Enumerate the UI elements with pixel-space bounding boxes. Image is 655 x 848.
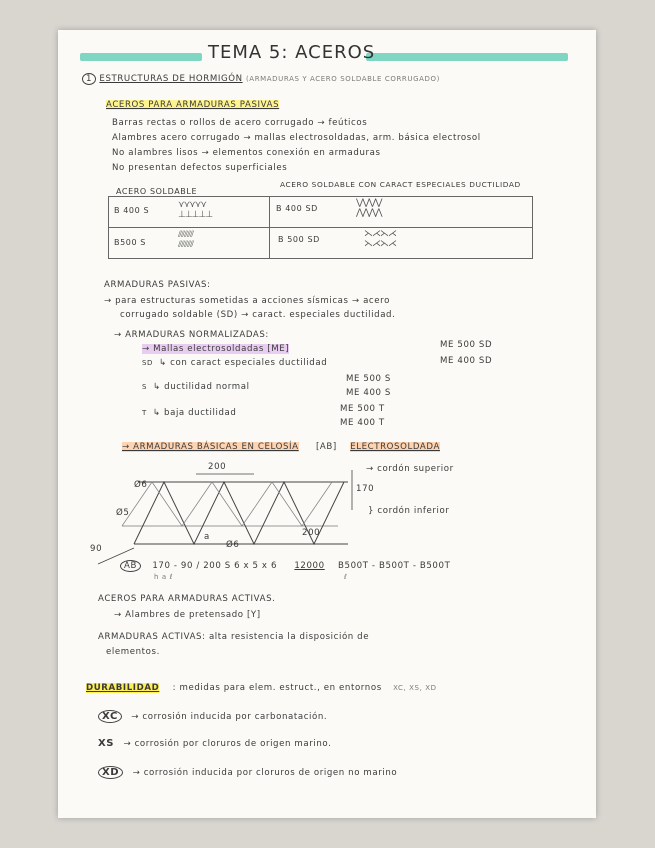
truss-dim-bottom: 200 (302, 528, 321, 538)
normalizadas-heading: → ARMADURAS NORMALIZADAS: (114, 330, 269, 340)
section1-note: (ARMADURAS Y ACERO SOLDABLE CORRUGADO) (245, 75, 440, 83)
title-highlight-left (80, 53, 202, 61)
t-line: T ↳ baja ductilidad (142, 408, 237, 418)
pasivas-bullet-2: Alambres acero corrugado → mallas electrosoldadas, arm. básica electrosol (112, 133, 481, 143)
corrugation-marks-2: ⋁⋁⋁⋁ ⋀⋀⋀⋀ (356, 198, 382, 218)
truss-phi5: Ø5 (116, 508, 130, 518)
section1-title: ESTRUCTURAS DE HORMIGÓN (99, 74, 243, 84)
activas-line-1: → Alambres de pretensado [Y] (114, 610, 261, 620)
page-title: TEMA 5: ACEROS (208, 42, 376, 63)
notebook-page (58, 30, 596, 818)
table-row-2-a: B500 S (114, 238, 146, 247)
steel-table (108, 196, 533, 259)
t-prefix: T (142, 409, 147, 417)
truss-a: a (204, 532, 210, 542)
ab-formula: AB 170 - 90 / 200 S 6 x 5 x 6 12000 B500T - B500T - B500T (120, 560, 450, 572)
truss-phi6-top: Ø6 (134, 480, 148, 490)
corrugation-marks-3: ⫽⫽⫽⫽⫽ ⫽⫽⫽⫽⫽ (178, 230, 194, 250)
me-400-sd: ME 400 SD (440, 356, 493, 366)
table-row-1-b: B 400 SD (276, 204, 318, 213)
cordon-superior: → cordón superior (366, 464, 454, 474)
celosia-type: ELECTROSOLDADA (350, 442, 440, 452)
activas-heading: ACEROS PARA ARMADURAS ACTIVAS. (98, 594, 276, 604)
table-row-1-a: B 400 S (114, 206, 150, 215)
durabilidad-item-xd: XD → corrosión inducida por cloruros de origen no marino (98, 766, 397, 779)
celosia-heading: → ARMADURAS BÁSICAS EN CELOSÍA [AB] ELECTROSOLDADA (122, 442, 440, 452)
corrugation-marks-4: ⋋⋌⋋⋌ ⋋⋌⋋⋌ (364, 229, 396, 249)
s-prefix: S (142, 383, 148, 391)
sd-prefix: SD (142, 359, 154, 367)
durabilidad-item-xs: XS → corrosión por cloruros de origen marino. (98, 738, 332, 749)
ab-badge: AB (120, 560, 141, 572)
section1-heading (82, 73, 440, 85)
s-line: S ↳ ductilidad normal (142, 382, 250, 392)
corrugation-marks-1: ⋎⋎⋎⋎⋎ ⊥⊥⊥⊥⊥ (178, 200, 213, 220)
activas-line-3: elementos. (106, 647, 160, 657)
table-row-2-b: B 500 SD (278, 235, 320, 244)
celosia-tag: [AB] (315, 442, 337, 452)
durabilidad-item-xc: XC → corrosión inducida por carbonatación. (98, 710, 327, 723)
table-header-ductilidad: ACERO SOLDABLE CON CARACT ESPECIALES DUCTILIDAD (280, 180, 521, 189)
truss-height: 170 (356, 484, 375, 494)
activas-line-2: ARMADURAS ACTIVAS: alta resistencia la disposición de (98, 632, 370, 642)
durabilidad-heading: DURABILIDAD : medidas para elem. estruct., en entornos XC, XS, XD (86, 683, 437, 693)
me-400-t: ME 400 T (340, 418, 385, 428)
me-500-sd: ME 500 SD (440, 340, 493, 350)
me-400-s: ME 400 S (346, 388, 391, 398)
armaduras-line-1: → para estructuras sometidas a acciones sísmicas → acero (104, 296, 390, 306)
table-header-soldable: ACERO SOLDABLE (116, 187, 198, 196)
truss-dim-top: 200 (208, 462, 227, 472)
pasivas-heading: ACEROS PARA ARMADURAS PASIVAS (106, 100, 280, 110)
armaduras-heading: ARMADURAS PASIVAS: (104, 280, 211, 290)
section1-number: 1 (82, 73, 96, 85)
ab-steels: B500T - B500T - B500T (338, 561, 451, 571)
me-500-s: ME 500 S (346, 374, 391, 384)
pasivas-bullet-1: Barras rectas o rollos de acero corrugado → feúticos (112, 118, 368, 128)
sd-line: SD ↳ con caract especiales ductilidad (142, 358, 328, 368)
title-highlight-right (366, 53, 568, 61)
cordon-inferior: } cordón inferior (368, 506, 450, 516)
durabilidad-codes: XC, XS, XD (393, 684, 437, 692)
ab-length: 12000 (294, 561, 325, 571)
mallas-line: → Mallas electrosoldadas [ME] (142, 344, 290, 354)
truss-90: 90 (90, 544, 103, 554)
pasivas-bullet-3: No alambres lisos → elementos conexión en armaduras (112, 148, 381, 158)
pasivas-bullet-4: No presentan defectos superficiales (112, 163, 288, 173)
me-500-t: ME 500 T (340, 404, 385, 414)
ab-length-sub: ℓ (344, 573, 348, 581)
ab-formula-subs: h a ℓ (154, 573, 174, 581)
armaduras-line-2: corrugado soldable (SD) → caract. especiales ductilidad. (120, 310, 396, 320)
truss-phi6-bottom: Ø6 (226, 540, 240, 550)
